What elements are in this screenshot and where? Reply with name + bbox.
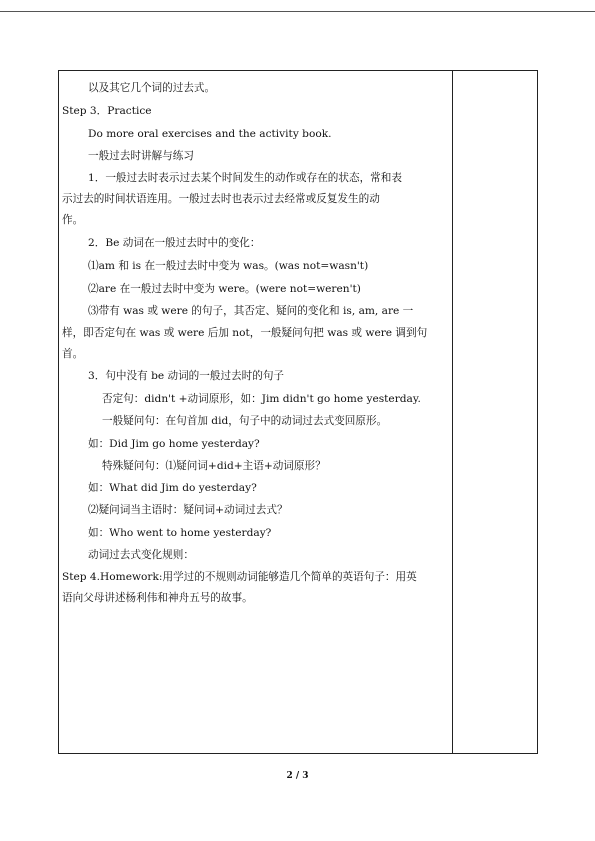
text-line: 首。: [62, 348, 84, 360]
text-line: 如：What did Jim do yesterday?: [88, 482, 257, 494]
text-line: 以及其它几个词的过去式。: [88, 82, 216, 94]
text-line: 样，即否定句在 was 或 were 后加 not，一般疑问句把 was 或 were 调到句: [62, 327, 428, 339]
step-heading: Step 3．Practice: [62, 105, 152, 117]
header-rule: [0, 11, 595, 12]
text-line: 如：Who went to home yesterday?: [88, 527, 272, 539]
text-line: 如：Did Jim go home yesterday?: [88, 438, 260, 450]
text-line: ⑴am 和 is 在一般过去时中变为 was。(was not=wasn't): [88, 260, 369, 272]
step-heading: Step 4.Homework:用学过的不规则动词能够造几个简单的英语句子：用英: [62, 571, 417, 583]
text-line: ⑶带有 was 或 were 的句子，其否定、疑问的变化和 is, am, are 一: [88, 305, 414, 317]
text-line: 否定句：didn't +动词原形，如：Jim didn't go home yesterday.: [102, 393, 421, 405]
text-line: 语向父母讲述杨利伟和神舟五号的故事。: [62, 592, 253, 604]
text-line: Do more oral exercises and the activity book.: [88, 128, 332, 140]
text-line: 动词过去式变化规则：: [88, 549, 194, 561]
text-line: 特殊疑问句：⑴疑问词+did+主语+动词原形？: [102, 460, 326, 472]
text-line: 一般疑问句：在句首加 did，句子中的动词过去式变回原形。: [102, 415, 388, 427]
text-line: 作。: [62, 214, 84, 226]
section-heading: 一般过去时讲解与练习: [88, 150, 194, 162]
text-line: 2．Be 动词在一般过去时中的变化：: [88, 237, 261, 249]
text-line: 示过去的时间状语连用。一般过去时也表示过去经常或反复发生的动: [62, 193, 380, 205]
text-line: ⑵疑问词当主语时：疑问词+动词过去式？: [88, 504, 288, 516]
text-line: 1．一般过去时表示过去某个时间发生的动作或存在的状态，常和表: [88, 172, 402, 184]
page-number: 2 / 3: [286, 771, 309, 781]
text-line: ⑵are 在一般过去时中变为 were。(were not=weren't): [88, 283, 361, 295]
lesson-table: [58, 70, 538, 754]
column-divider: [452, 71, 453, 753]
text-line: 3．句中没有 be 动词的一般过去时的句子: [88, 370, 285, 382]
